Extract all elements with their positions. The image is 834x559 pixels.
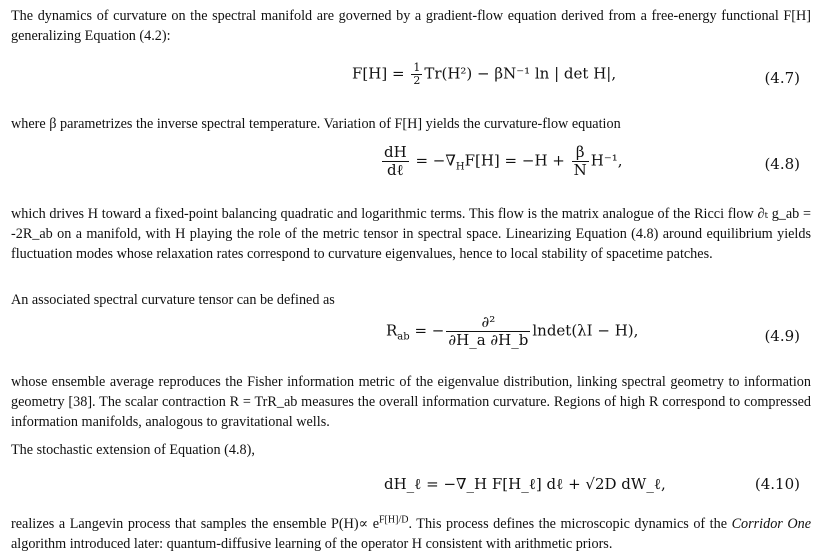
paragraph-stochastic: The stochastic extension of Equation (4.8), bbox=[11, 442, 255, 458]
paragraph-variation: where β parametrizes the inverse spectral temperature. Variation of F[H] yields the curvature-flow equation bbox=[11, 116, 621, 132]
paragraph-langevin: realizes a Langevin process that samples the ensemble $P(H)\propto e^{F[H]/D}$. This process defines the microscopic dynamics of the Corridor One algorithm introduced later: quantum-diffusive learning of the operator H consistent with arithmetic priors. bbox=[11, 514, 811, 552]
paragraph-fisher-metric: whose ensemble average reproduces the Fisher information metric of the eigenvalue distribution, linking spectral geometry to information geometry [38]. The scalar contraction R = TrR_ab measures the overall information curvature. Regions of high R correspond to compressed information manifolds, analogous to gravitational wells. bbox=[11, 374, 811, 430]
equation-number-4-8: (4.8) bbox=[764, 155, 800, 173]
equation-4-10-math: dH_ℓ = −∇_H F[H_ℓ] dℓ + √2D dW_ℓ, bbox=[384, 475, 666, 493]
equation-4-7 bbox=[0, 62, 834, 106]
equation-4-10 bbox=[0, 474, 834, 518]
eq-4-7-half: $\frac{1}{2}$ bbox=[413, 61, 421, 87]
equation-4-9-math: $R_{ab}$ = − $\frac{\text{∂²}}{\partial H\_a \partial H\_b}$ lndet(λI − H), bbox=[386, 313, 639, 349]
eq-4-8-beta-over-n: $\frac{\beta}{N}$ bbox=[573, 143, 587, 179]
equation-number-4-7: (4.7) bbox=[764, 69, 800, 87]
equation-number-4-9: (4.9) bbox=[764, 327, 800, 345]
equation-4-7-math bbox=[352, 62, 616, 87]
eq-4-7-rest: Tr(H²) − βN⁻¹ ln | det H|, bbox=[424, 64, 617, 83]
exponent: F[H]/D bbox=[379, 514, 409, 526]
paragraph-intro: The dynamics of curvature on the spectral manifold are governed by a gradient-flow equation derived from a free-energy functional F[H] generalizing Equation (4.2): bbox=[11, 8, 811, 44]
paragraph-ricci-flow: which drives H toward a fixed-point balancing quadratic and logarithmic terms. This flow is the matrix analogue of the Ricci flow ∂ₜ g_ab = -2R_ab on a manifold, with H playing the role of the metric tensor in spectral space. Linearizing Equation (4.8) around equilibrium yields fluctuation modes whose relaxation rates correspond to curvature eigenvalues, hence to local stability of spacetime patches. bbox=[11, 206, 811, 262]
algorithm-name: Corridor One bbox=[731, 516, 811, 532]
equation-4-8-math: $\frac{dH}{\text{dℓ}}$ = $-\nabla_HF[H] = -H$ + $\frac{\beta}{N}$ H⁻¹, bbox=[384, 143, 623, 179]
eq-4-8-derivative: $\frac{dH}{\text{dℓ}}$ bbox=[384, 143, 407, 179]
paragraph-curvature-tensor: An associated spectral curvature tensor can be defined as bbox=[11, 292, 335, 308]
equation-4-8 bbox=[0, 144, 834, 188]
equation-4-9 bbox=[0, 314, 834, 358]
eq-4-9-second-derivative: $\frac{\text{∂²}}{\partial H\_a \partial H\_b}$ bbox=[448, 313, 529, 349]
eq-4-7-lhs: F[H] = bbox=[352, 64, 410, 83]
equation-number-4-10: (4.10) bbox=[754, 475, 800, 493]
